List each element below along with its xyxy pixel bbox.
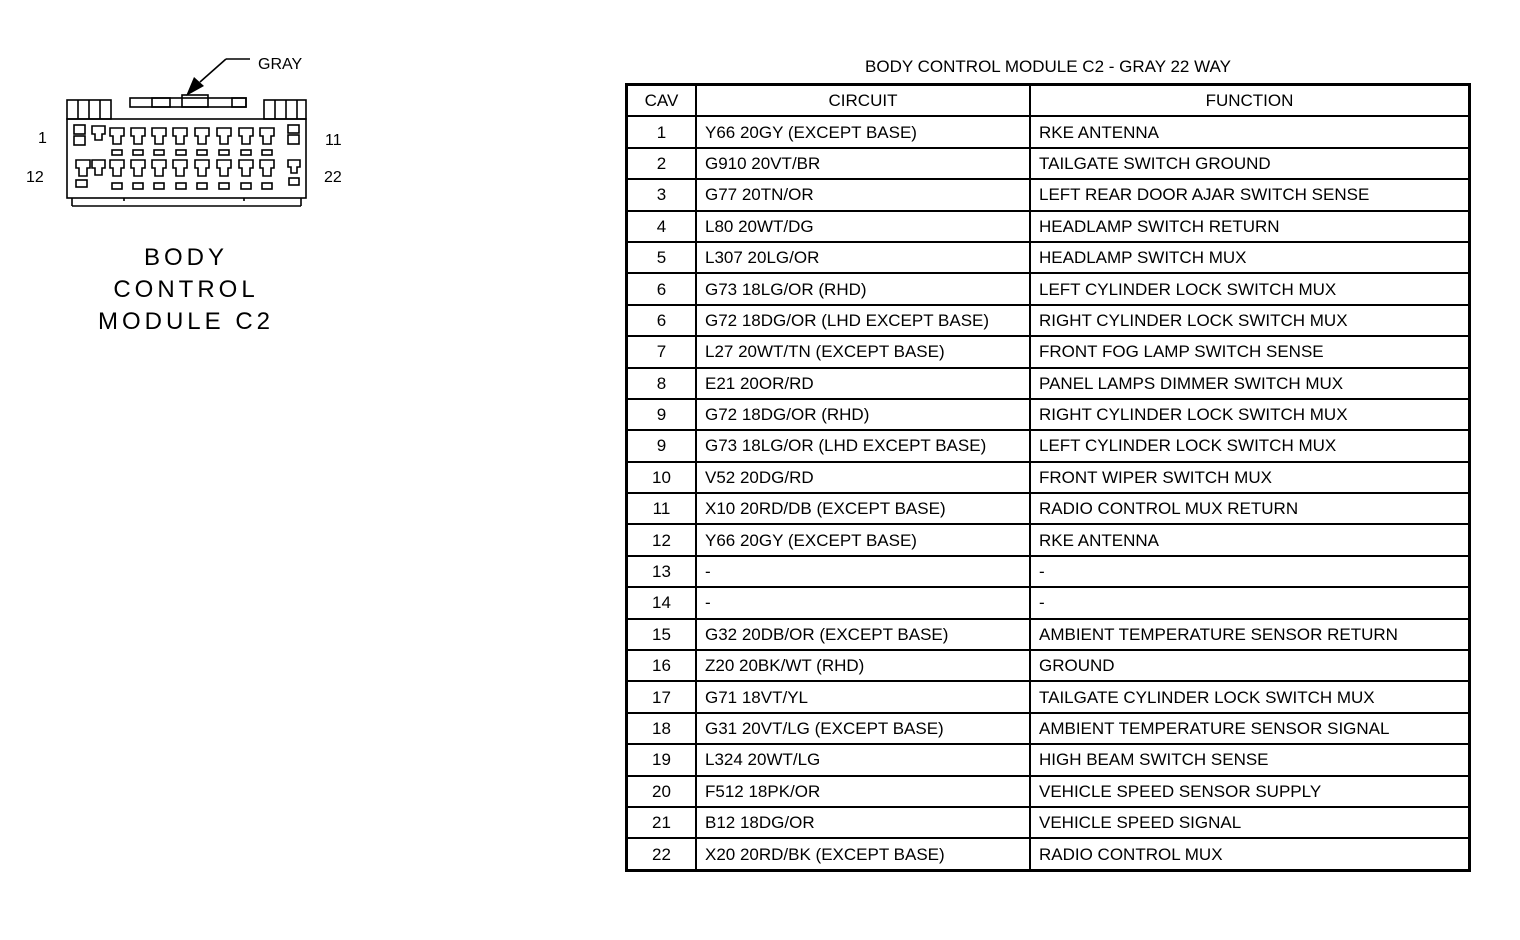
caption-line-1: BODY [143,244,228,271]
header-function: FUNCTION [1030,85,1470,117]
function-cell: AMBIENT TEMPERATURE SENSOR RETURN [1030,619,1470,650]
function-cell: LEFT CYLINDER LOCK SWITCH MUX [1030,430,1470,461]
circuit-cell: E21 20OR/RD [696,368,1030,399]
cav-cell: 6 [627,273,697,304]
table-row [627,807,1470,838]
function-cell: TAILGATE CYLINDER LOCK SWITCH MUX [1030,681,1470,712]
function-cell: LEFT REAR DOOR AJAR SWITCH SENSE [1030,179,1470,210]
cav-cell: 16 [627,650,697,681]
cav-cell: 14 [627,587,697,618]
table-row [627,148,1470,179]
circuit-cell: G71 18VT/YL [696,681,1030,712]
table-title: BODY CONTROL MODULE C2 - GRAY 22 WAY [865,57,1231,76]
circuit-cell: Y66 20GY (EXCEPT BASE) [696,524,1030,555]
cav-cell: 2 [627,148,697,179]
callout-arrow-line [200,59,226,82]
cav-cell: 3 [627,179,697,210]
cav-cell: 5 [627,242,697,273]
connector-lock-tab [130,95,246,107]
cav-cell: 13 [627,556,697,587]
cav-cell: 17 [627,681,697,712]
function-cell: PANEL LAMPS DIMMER SWITCH MUX [1030,368,1470,399]
function-cell: GROUND [1030,650,1470,681]
function-cell: RIGHT CYLINDER LOCK SWITCH MUX [1030,399,1470,430]
bottom-row-cavities [76,160,300,189]
table-row [627,336,1470,367]
circuit-cell: L324 20WT/LG [696,744,1030,775]
table-row [627,650,1470,681]
cav-cell: 12 [627,524,697,555]
circuit-cell: G73 18LG/OR (RHD) [696,273,1030,304]
circuit-cell: X10 20RD/DB (EXCEPT BASE) [696,493,1030,524]
cav-cell: 15 [627,619,697,650]
table-row [627,399,1470,430]
caption-line-2: CONTROL [113,276,259,303]
mid-slots [112,150,272,155]
cav-cell: 9 [627,399,697,430]
table-header-row [627,85,1470,117]
pin-label-top-right: 11 [325,132,342,149]
function-cell: TAILGATE SWITCH GROUND [1030,148,1470,179]
circuit-cell: B12 18DG/OR [696,807,1030,838]
table-row [627,211,1470,242]
circuit-cell: L307 20LG/OR [696,242,1030,273]
table-row [627,179,1470,210]
function-cell: AMBIENT TEMPERATURE SENSOR SIGNAL [1030,713,1470,744]
circuit-cell: G31 20VT/LG (EXCEPT BASE) [696,713,1030,744]
circuit-cell: G73 18LG/OR (LHD EXCEPT BASE) [696,430,1030,461]
cav-cell: 18 [627,713,697,744]
function-cell: RADIO CONTROL MUX RETURN [1030,493,1470,524]
cav-cell: 20 [627,776,697,807]
function-cell: - [1030,556,1470,587]
pinout-table [625,83,1471,872]
table-row [627,524,1470,555]
table-row [627,273,1470,304]
cav-cell: 6 [627,305,697,336]
circuit-cell: G77 20TN/OR [696,179,1030,210]
function-cell: HIGH BEAM SWITCH SENSE [1030,744,1470,775]
cav-cell: 4 [627,211,697,242]
table-row [627,556,1470,587]
cav-cell: 8 [627,368,697,399]
function-cell: FRONT WIPER SWITCH MUX [1030,462,1470,493]
pin-label-bottom-left: 12 [26,169,44,186]
function-cell: RADIO CONTROL MUX [1030,838,1470,870]
function-cell: LEFT CYLINDER LOCK SWITCH MUX [1030,273,1470,304]
table-row [627,776,1470,807]
pinout-table-body [627,116,1470,870]
circuit-cell: - [696,556,1030,587]
table-row [627,116,1470,147]
table-row [627,368,1470,399]
callout-label: GRAY [258,56,303,73]
connector-caption [96,242,276,338]
cav-cell: 19 [627,744,697,775]
circuit-cell: - [696,587,1030,618]
table-row [627,430,1470,461]
table-row [627,493,1470,524]
table-row [627,462,1470,493]
circuit-cell: G72 18DG/OR (RHD) [696,399,1030,430]
cav-cell: 21 [627,807,697,838]
table-row [627,619,1470,650]
cav-cell: 1 [627,116,697,147]
function-cell: FRONT FOG LAMP SWITCH SENSE [1030,336,1470,367]
cav-cell: 9 [627,430,697,461]
header-circuit: CIRCUIT [696,85,1030,117]
table-row [627,242,1470,273]
function-cell: HEADLAMP SWITCH RETURN [1030,211,1470,242]
circuit-cell: G910 20VT/BR [696,148,1030,179]
pin-label-bottom-right: 22 [324,169,342,186]
table-row [627,713,1470,744]
circuit-cell: L27 20WT/TN (EXCEPT BASE) [696,336,1030,367]
circuit-cell: Z20 20BK/WT (RHD) [696,650,1030,681]
circuit-cell: F512 18PK/OR [696,776,1030,807]
connector-right-latch [264,100,306,119]
circuit-cell: Y66 20GY (EXCEPT BASE) [696,116,1030,147]
table-row [627,305,1470,336]
function-cell: RIGHT CYLINDER LOCK SWITCH MUX [1030,305,1470,336]
top-row-cavities [74,125,299,145]
table-row [627,587,1470,618]
header-cav: CAV [627,85,697,117]
circuit-cell: V52 20DG/RD [696,462,1030,493]
cav-cell: 7 [627,336,697,367]
cav-cell: 10 [627,462,697,493]
cav-cell: 22 [627,838,697,870]
caption-line-3: MODULE C2 [97,308,275,335]
table-row [627,838,1470,870]
pin-label-top-left: 1 [38,130,47,147]
circuit-cell: G32 20DB/OR (EXCEPT BASE) [696,619,1030,650]
table-row [627,744,1470,775]
function-cell: HEADLAMP SWITCH MUX [1030,242,1470,273]
connector-face-diagram [0,0,600,240]
function-cell: VEHICLE SPEED SENSOR SUPPLY [1030,776,1470,807]
function-cell: VEHICLE SPEED SIGNAL [1030,807,1470,838]
circuit-cell: X20 20RD/BK (EXCEPT BASE) [696,838,1030,870]
function-cell: RKE ANTENNA [1030,524,1470,555]
function-cell: RKE ANTENNA [1030,116,1470,147]
circuit-cell: G72 18DG/OR (LHD EXCEPT BASE) [696,305,1030,336]
cav-cell: 11 [627,493,697,524]
table-row [627,681,1470,712]
function-cell: - [1030,587,1470,618]
circuit-cell: L80 20WT/DG [696,211,1030,242]
